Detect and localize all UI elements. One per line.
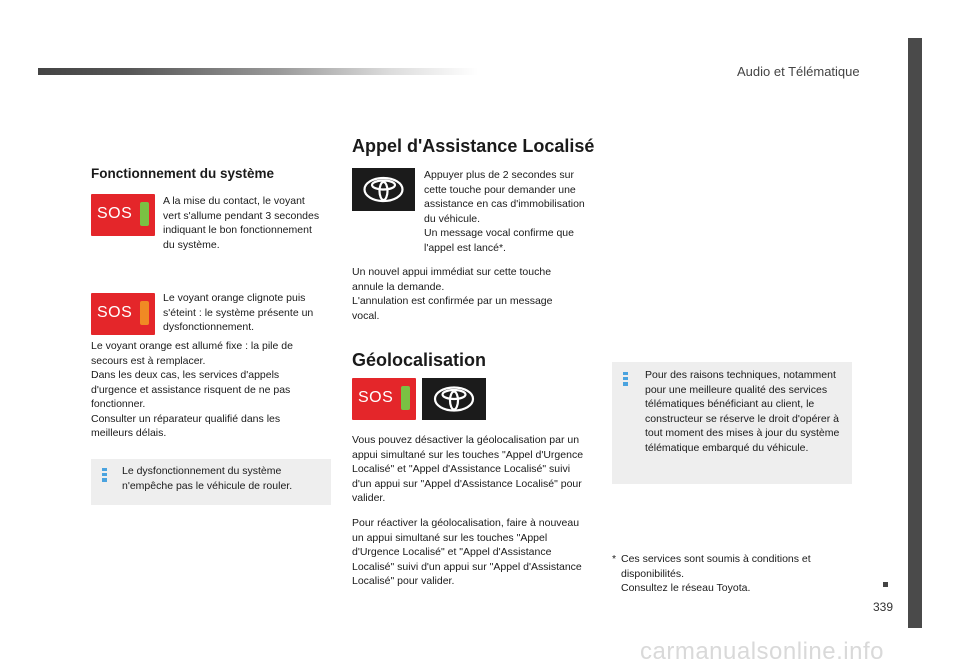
geo-disable-text: Vous pouvez désactiver la géolocalisation par un appui simultané sur les touches "Appel d'Urgence Localisé" et "Appel d'Assistance Localisé" suivi d'un appui sur "Appel d'Assistance Localisé" pour valider. (352, 434, 584, 504)
sos-label: SOS (97, 205, 133, 222)
info-note-left (91, 459, 331, 505)
toyota-logo-icon (422, 378, 486, 420)
orange-fixed-text: Le voyant orange est allumé fixe : la pile de secours est à remplacer. Dans les deux cas, les services d'appels d'urgence et assistance risquent de ne pas fonctionner. Consulter un réparateur qualifié dans les meilleurs délais. (91, 340, 293, 439)
info-note-icon (102, 468, 107, 482)
info-note-right (612, 362, 852, 484)
toyota-logo-icon (352, 168, 415, 211)
geo-enable-text: Pour réactiver la géolocalisation, faire à nouveau un appui simultané sur les touches "Appel d'Urgence Localisé" et "Appel d'Assistance Localisé" suivi d'un appui sur "Appel d'Assistance Localisé" pour valider. (352, 517, 582, 587)
chapter-tab (908, 38, 922, 628)
info-note-icon (623, 372, 628, 386)
section-title: Audio et Télématique (737, 64, 860, 79)
orange-led-text: Le voyant orange clignote puis s'éteint : le système présente un dysfonctionnement. (163, 292, 314, 333)
note-text: Pour des raisons techniques, notamment pour une meilleure qualité des services télématiques bénéficiant au client, le constructeur se réserve le droit d'opérer à tout moment des mises à jour du système télématique embarqué du véhicule. (645, 369, 840, 454)
sos-button-icon (352, 378, 416, 420)
page-number: 339 (872, 600, 894, 614)
sos-button-green-icon (91, 194, 155, 236)
green-led-icon (401, 386, 410, 410)
assistance-text: Appuyer plus de 2 secondes sur cette touche pour demander une assistance en cas d'immobilisation du véhicule. Un message vocal confirme que l'appel est lancé*. (424, 169, 585, 254)
toyota-button-icon (422, 378, 486, 420)
page-marker (883, 582, 888, 587)
title-assistance: Appel d'Assistance Localisé (352, 136, 595, 156)
orange-led-icon (140, 301, 149, 325)
green-led-icon (140, 202, 149, 226)
cancel-text: Un nouvel appui immédiat sur cette touche annule la demande. L'annulation est confirmée par un message vocal. (352, 266, 553, 322)
sos-button-orange-icon (91, 293, 155, 335)
title-geolocalisation: Géolocalisation (352, 350, 487, 370)
note-text: Le dysfonctionnement du système n'empêche pas le véhicule de rouler. (122, 465, 293, 492)
sos-label: SOS (97, 304, 133, 321)
title-fonctionnement: Fonctionnement du système (91, 166, 275, 181)
green-led-text: A la mise du contact, le voyant vert s'allume pendant 3 secondes indiquant le bon fonctionnement du système. (163, 195, 320, 251)
watermark: carmanualsonline.info (640, 638, 884, 665)
footnote-text: Ces services sont soumis à conditions et disponibilités. Consultez le réseau Toyota. (621, 553, 811, 594)
footnote-mark: * (612, 553, 617, 565)
sos-label: SOS (358, 389, 394, 406)
header-rule (38, 68, 478, 75)
toyota-button-icon (352, 168, 415, 211)
